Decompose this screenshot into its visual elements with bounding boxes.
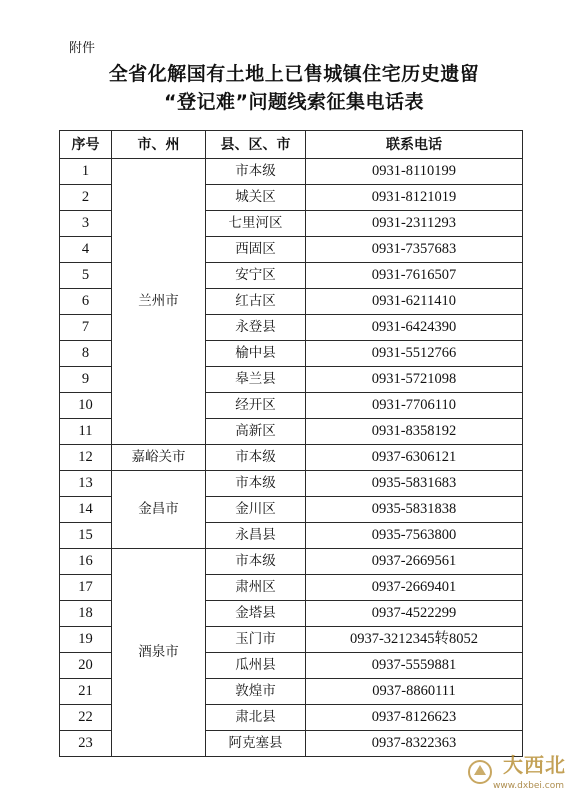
county-cell: 肃州区: [206, 575, 306, 601]
serial-cell: 10: [60, 393, 112, 419]
serial-cell: 19: [60, 627, 112, 653]
serial-cell: 21: [60, 679, 112, 705]
table-row: [60, 445, 523, 471]
phone-cell: 0931-6424390: [306, 315, 523, 341]
phone-cell: 0937-6306121: [306, 445, 523, 471]
phone-cell: 0935-5831683: [306, 471, 523, 497]
city-cell: 嘉峪关市: [112, 445, 206, 471]
phone-cell: 0937-2669401: [306, 575, 523, 601]
serial-cell: 11: [60, 419, 112, 445]
phone-cell: 0931-8358192: [306, 419, 523, 445]
city-cell: 兰州市: [112, 159, 206, 445]
serial-cell: 9: [60, 367, 112, 393]
header-phone: 联系电话: [306, 131, 523, 159]
serial-cell: 12: [60, 445, 112, 471]
county-cell: 瓜州县: [206, 653, 306, 679]
serial-cell: 22: [60, 705, 112, 731]
serial-cell: 13: [60, 471, 112, 497]
phone-cell: 0937-4522299: [306, 601, 523, 627]
county-cell: 红古区: [206, 289, 306, 315]
phone-cell: 0931-8110199: [306, 159, 523, 185]
phone-cell: 0937-3212345转8052: [306, 627, 523, 653]
county-cell: 肃北县: [206, 705, 306, 731]
phone-cell: 0935-7563800: [306, 523, 523, 549]
serial-cell: 1: [60, 159, 112, 185]
county-cell: 七里河区: [206, 211, 306, 237]
header-serial: 序号: [60, 131, 112, 159]
phone-cell: 0931-5512766: [306, 341, 523, 367]
phone-cell: 0931-8121019: [306, 185, 523, 211]
county-cell: 永登县: [206, 315, 306, 341]
county-cell: 金川区: [206, 497, 306, 523]
phone-cell: 0937-5559881: [306, 653, 523, 679]
serial-cell: 20: [60, 653, 112, 679]
doc-title-line1: 全省化解国有土地上已售城镇住宅历史遗留: [108, 63, 480, 85]
watermark: [474, 753, 580, 796]
county-cell: 市本级: [206, 471, 306, 497]
phone-cell: 0931-7706110: [306, 393, 523, 419]
serial-cell: 23: [60, 731, 112, 757]
city-cell: 酒泉市: [112, 549, 206, 757]
phone-cell: 0935-5831838: [306, 497, 523, 523]
county-cell: 榆中县: [206, 341, 306, 367]
county-cell: 皋兰县: [206, 367, 306, 393]
dxbei-logo-icon: [466, 758, 494, 786]
table-body: [60, 159, 523, 757]
county-cell: 市本级: [206, 445, 306, 471]
county-cell: 敦煌市: [206, 679, 306, 705]
city-cell: 金昌市: [112, 471, 206, 549]
serial-cell: 8: [60, 341, 112, 367]
county-cell: 经开区: [206, 393, 306, 419]
county-cell: 市本级: [206, 159, 306, 185]
phone-cell: 0937-8322363: [306, 731, 523, 757]
header-city: 市、州: [112, 131, 206, 159]
phone-cell: 0931-6211410: [306, 289, 523, 315]
phone-cell: 0931-5721098: [306, 367, 523, 393]
serial-cell: 7: [60, 315, 112, 341]
county-cell: 阿克塞县: [206, 731, 306, 757]
serial-cell: 17: [60, 575, 112, 601]
table-row: [60, 159, 523, 185]
watermark-url: www.dxbei.com: [493, 781, 564, 791]
header-county: 县、区、市: [206, 131, 306, 159]
county-cell: 玉门市: [206, 627, 306, 653]
phone-cell: 0931-2311293: [306, 211, 523, 237]
county-cell: 西固区: [206, 237, 306, 263]
county-cell: 城关区: [206, 185, 306, 211]
serial-cell: 14: [60, 497, 112, 523]
serial-cell: 6: [60, 289, 112, 315]
phone-cell: 0937-8860111: [306, 679, 523, 705]
phone-table: [59, 130, 523, 757]
county-cell: 高新区: [206, 419, 306, 445]
serial-cell: 3: [60, 211, 112, 237]
table-header-row: [60, 131, 523, 159]
watermark-brand: 大西北: [503, 753, 566, 777]
serial-cell: 18: [60, 601, 112, 627]
county-cell: 市本级: [206, 549, 306, 575]
phone-cell: 0931-7357683: [306, 237, 523, 263]
serial-cell: 16: [60, 549, 112, 575]
serial-cell: 5: [60, 263, 112, 289]
phone-cell: 0937-8126623: [306, 705, 523, 731]
attachment-label: 附件: [69, 41, 96, 56]
doc-title-line2: “登记难”问题线索征集电话表: [164, 91, 424, 113]
county-cell: 金塔县: [206, 601, 306, 627]
phone-cell: 0937-2669561: [306, 549, 523, 575]
serial-cell: 4: [60, 237, 112, 263]
phone-cell: 0931-7616507: [306, 263, 523, 289]
table-row: [60, 471, 523, 497]
county-cell: 永昌县: [206, 523, 306, 549]
table-row: [60, 549, 523, 575]
serial-cell: 15: [60, 523, 112, 549]
county-cell: 安宁区: [206, 263, 306, 289]
serial-cell: 2: [60, 185, 112, 211]
